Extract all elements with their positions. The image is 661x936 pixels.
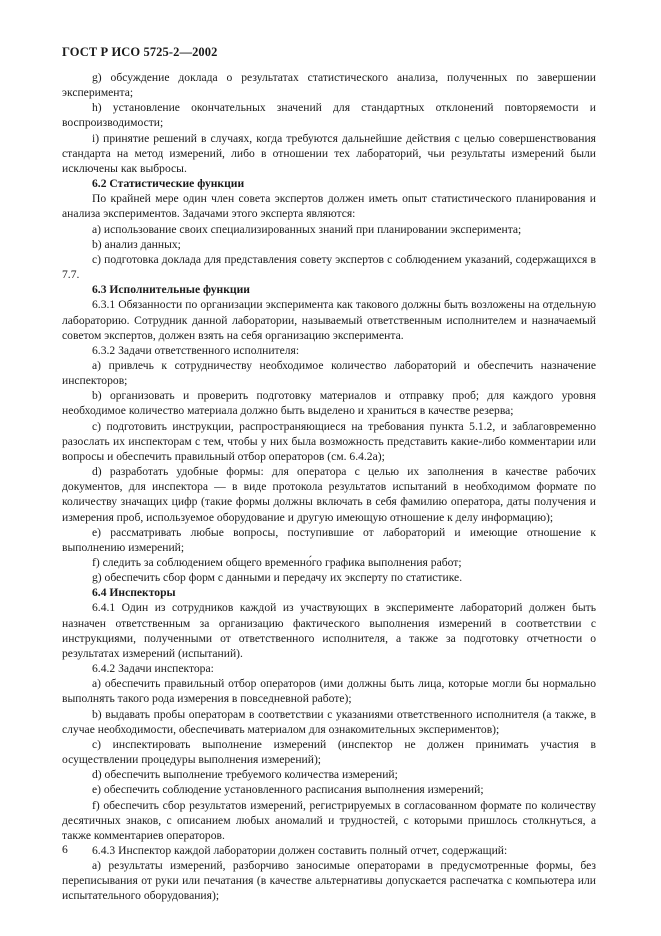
section-heading: 6.3 Исполнительные функции bbox=[92, 283, 250, 297]
paragraph: e) обеспечить соблюдение установленного расписания выполнения измерений; bbox=[92, 783, 484, 797]
paragraph: 6.4.1 Один из сотрудников каждой из участвующих в эксперименте лабораторий должен быть назначен ответственным за организацию фактического выполнения измерений в соответствии с инструкциями, полученными от ответственного исполнителя, а также за подготовку отчетности о результатах измерений (испытаний). bbox=[62, 601, 596, 660]
paragraph: b) выдавать пробы операторам в соответствии с указаниями ответственного исполнителя (а также, в случае необходимости, обеспечивать материалом для ознакомительных экспериментов); bbox=[62, 707, 596, 736]
paragraph: a) результаты измерений, разборчиво заносимые операторами в предусмотренные формы, без переписывания от руки или печатания (в качестве альтернативы допускается распечатка с компьютера или испытательного оборудования); bbox=[62, 859, 596, 903]
paragraph: d) обеспечить выполнение требуемого количества измерений; bbox=[92, 768, 398, 782]
page-number: 6 bbox=[62, 843, 68, 856]
document-header: ГОСТ Р ИСО 5725-2—2002 bbox=[62, 45, 218, 59]
paragraph: c) инспектировать выполнение измерений (инспектор не должен принимать участия в осуществлении процедуры выполнения измерений); bbox=[62, 737, 596, 767]
paragraph: 6.3.2 Задачи ответственного исполнителя: bbox=[92, 343, 300, 357]
paragraph: 6.4.2 Задачи инспектора: bbox=[92, 662, 214, 676]
paragraph: 6.3.1 Обязанности по организации эксперимента как такового должны быть возложены на отдельную лабораторию. Сотрудник данной лаборатории, называемый ответственным исполнителем и назначаемый советом экспертов, должен взять на себя организацию эксперимента. bbox=[62, 298, 596, 342]
paragraph: h) установление окончательных значений для стандартных отклонений повторяемости и воспроизводимости; bbox=[62, 101, 596, 130]
paragraph: d) разработать удобные формы: для оператора с целью их заполнения в качестве рабочих документов, для инспектора — в виде протокола результатов испытаний в необходимом формате по количеству значащих цифр (такие формы должны включать в себя фамилию оператора, даты получения и измерения проб, используемое оборудование и другую имеющую отношение к делу информацию); bbox=[62, 465, 596, 524]
paragraph: f) следить за соблюдением общего временно́го графика выполнения работ; bbox=[92, 556, 462, 569]
paragraph: 6.4.3 Инспектор каждой лаборатории должен составить полный отчет, содержащий: bbox=[92, 843, 508, 857]
paragraph: a) обеспечить правильный отбор операторов (ими должны быть лица, которые могли бы нормально выполнять такого рода измерения в повседневной работе); bbox=[62, 677, 596, 706]
section-heading: 6.4 Инспекторы bbox=[92, 586, 176, 600]
paragraph: f) обеспечить сбор результатов измерений, регистрируемых в согласованном формате по количеству десятичных знаков, с описанием любых аномалий и трудностей, с которыми пришлось столкнуться, а также комментариев операторов. bbox=[62, 798, 596, 842]
paragraph: b) организовать и проверить подготовку материалов и отправку проб; для каждого уровня необходимое количество материала должно быть выделено и храниться в качестве резерва; bbox=[62, 389, 596, 418]
paragraph: b) анализ данных; bbox=[92, 237, 181, 251]
paragraph: g) обсуждение доклада о результатах статистического анализа, полученных по завершении эксперимента; bbox=[62, 71, 596, 100]
paragraph: a) использование своих специализированных знаний при планировании эксперимента; bbox=[92, 222, 522, 236]
document-body bbox=[62, 70, 596, 904]
paragraph: a) привлечь к сотрудничеству необходимое количество лабораторий и обеспечить назначение инспекторов; bbox=[62, 358, 596, 388]
paragraph: c) подготовка доклада для представления совету экспертов с соблюдением указаний, содержащихся в 7.7. bbox=[62, 252, 596, 282]
paragraph: e) рассматривать любые вопросы, поступившие от лабораторий и имеющие отношение к выполнению измерений; bbox=[62, 525, 596, 554]
section-heading: 6.2 Статистические функции bbox=[92, 177, 245, 191]
paragraph: c) подготовить инструкции, распространяющиеся на требования пункта 5.1.2, и заблаговременно разослать их инспекторам с тем, чтобы у них была возможность представить какие-либо комментарии или вопросы и обеспечить правильный отбор операторов (см. 6.4.2a); bbox=[62, 419, 596, 463]
paragraph: i) принятие решений в случаях, когда требуются дальнейшие действия с целью совершенствования стандарта на метод измерений, либо в отношении тех лабораторий, чьи результаты измерений были исключены как выбросы. bbox=[62, 131, 596, 175]
paragraph: По крайней мере один член совета экспертов должен иметь опыт статистического планирования и анализа экспериментов. Задачами этого эксперта являются: bbox=[62, 192, 596, 221]
paragraph: g) обеспечить сбор форм с данными и передачу их эксперту по статистике. bbox=[92, 571, 463, 585]
